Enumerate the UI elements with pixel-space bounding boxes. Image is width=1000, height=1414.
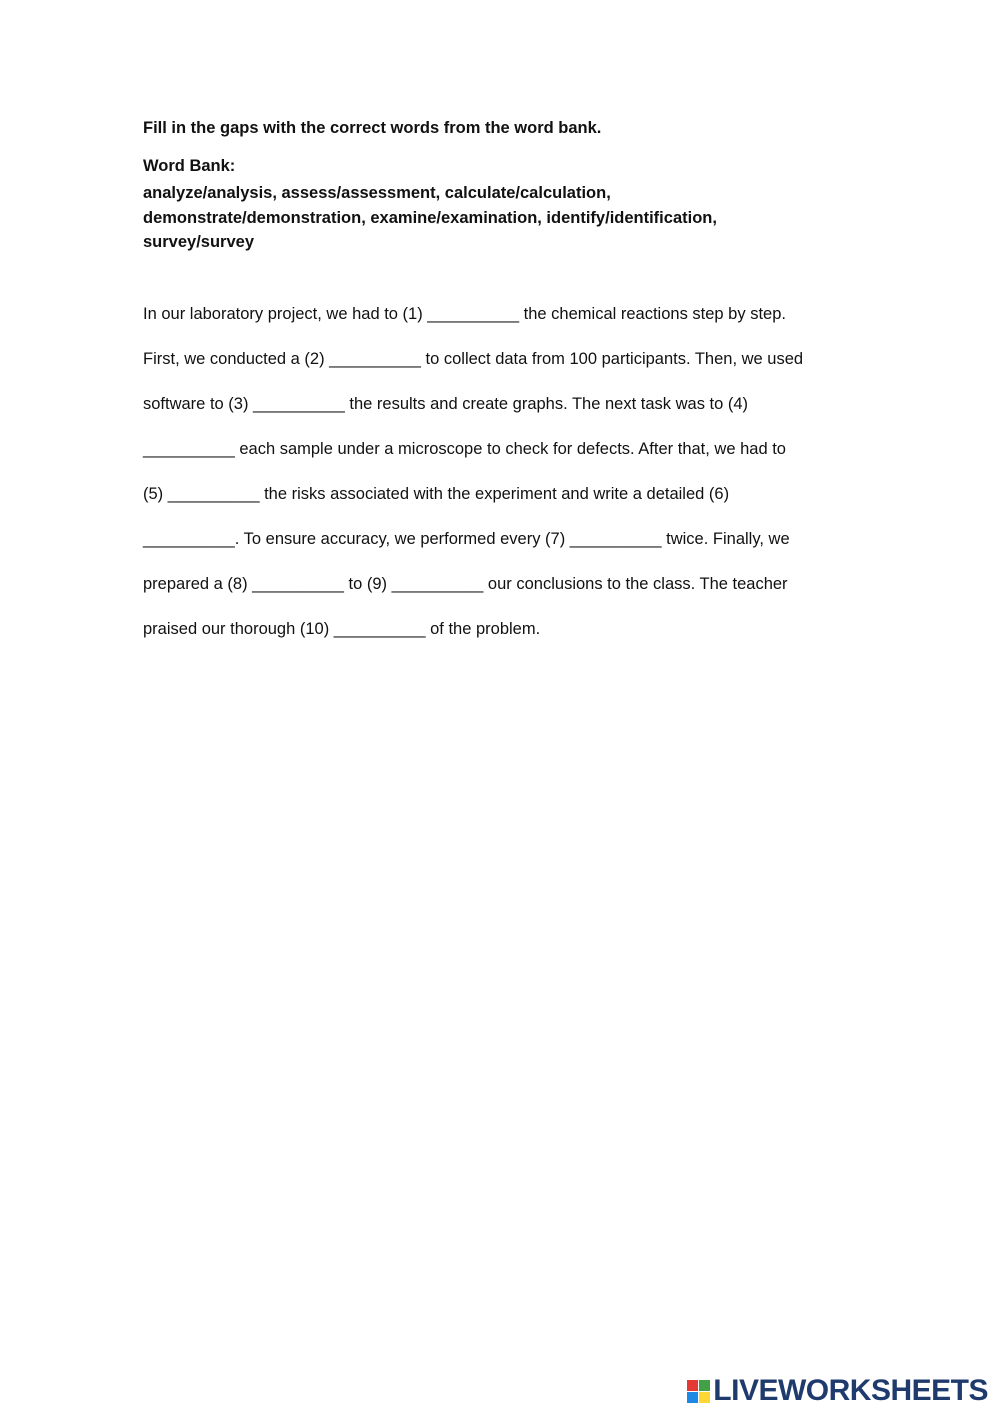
logo-text: LIVEWORKSHEETS [713,1374,988,1407]
word-bank-title: Word Bank: [143,157,236,175]
passage-line: prepared a (8) __________ to (9) __________ our conclusions to the class. The teacher [143,575,788,593]
logo-mark-icon [687,1380,710,1403]
word-bank-list [143,181,823,255]
passage-line: First, we conducted a (2) __________ to collect data from 100 participants. Then, we used [143,350,804,368]
passage-line: __________. To ensure accuracy, we performed every (7) __________ twice. Finally, we [143,530,790,548]
liveworksheets-logo [687,1376,988,1406]
passage-line: __________ each sample under a microscope to check for defects. After that, we had to [143,440,786,458]
word-bank-line: demonstrate/demonstration, examine/examination, identify/identification, [143,208,717,227]
passage-line: (5) __________ the risks associated with the experiment and write a detailed (6) [143,485,730,503]
instruction-text: Fill in the gaps with the correct words from the word bank. [143,119,602,137]
word-bank-line: survey/survey [143,233,254,251]
passage-line: praised our thorough (10) __________ of the problem. [143,620,541,638]
passage-line: software to (3) __________ the results and create graphs. The next task was to (4) [143,395,749,413]
passage-line: In our laboratory project, we had to (1) __________ the chemical reactions step by step. [143,305,786,323]
word-bank-line: analyze/analysis, assess/assessment, calculate/calculation, [143,184,611,202]
